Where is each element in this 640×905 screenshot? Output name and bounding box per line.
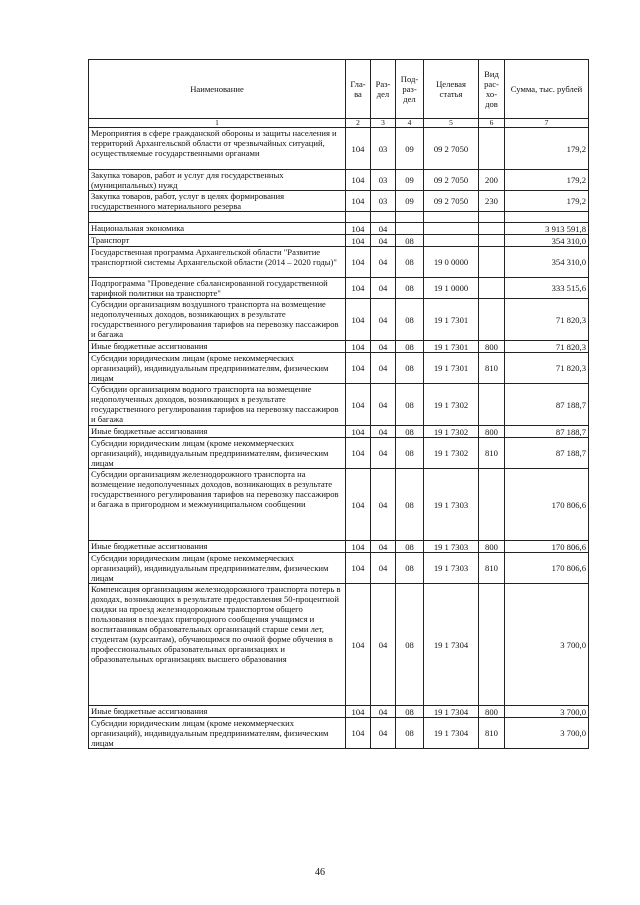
header-amount: Сумма, тыс. рублей [505,60,589,119]
header-name: Наименование [89,60,346,119]
cell-section: 03 [371,191,396,212]
cell-amount: 354 310,0 [505,247,589,278]
cell-section [371,212,396,223]
cell-amount: 87 188,7 [505,384,589,426]
cell-chapter: 104 [346,584,371,706]
cell-name: Субсидии юридическим лицам (кроме некоммерческих организаций), индивидуальным предпринимателям, физическим лицам [89,553,346,584]
cell-section: 03 [371,170,396,191]
cell-chapter: 104 [346,426,371,438]
cell-kind [479,384,505,426]
column-number-row [89,119,589,128]
cell-section: 03 [371,128,396,170]
cell-section: 04 [371,541,396,553]
cell-name: Иные бюджетные ассигнования [89,341,346,353]
cell-kind [479,278,505,299]
cell-name: Субсидии юридическим лицам (кроме некоммерческих организаций), индивидуальным предпринимателям, физическим лицам [89,353,346,384]
header-row [89,60,589,119]
header-target: Целевая статья [424,60,479,119]
cell-target: 19 0 0000 [424,247,479,278]
cell-subsection: 08 [396,353,424,384]
cell-section: 04 [371,553,396,584]
cell-amount: 3 700,0 [505,584,589,706]
cell-kind: 810 [479,553,505,584]
cell-subsection: 08 [396,438,424,469]
cell-chapter: 104 [346,191,371,212]
cell-name: Мероприятия в сфере гражданской обороны и защиты населения и территорий Архангельской области от чрезвычайных ситуаций, осуществляемые государственными органами [89,128,346,170]
cell-section: 04 [371,278,396,299]
cell-amount: 179,2 [505,128,589,170]
cell-subsection: 08 [396,718,424,749]
cell-target: 09 2 7050 [424,128,479,170]
cell-chapter: 104 [346,469,371,541]
cell-target: 19 1 7301 [424,341,479,353]
table-row [89,247,589,278]
cell-target: 19 1 7302 [424,426,479,438]
cell-kind [479,223,505,235]
cell-subsection: 08 [396,384,424,426]
cell-target: 19 1 7302 [424,438,479,469]
cell-chapter [346,212,371,223]
table-row [89,584,589,706]
cell-subsection: 08 [396,247,424,278]
cell-subsection: 08 [396,706,424,718]
column-number: 3 [371,119,396,128]
header-chapter: Гла-ва [346,60,371,119]
cell-amount: 3 700,0 [505,718,589,749]
cell-name: Закупка товаров, работ и услуг для государственных (муниципальных) нужд [89,170,346,191]
cell-section: 04 [371,426,396,438]
cell-amount: 87 188,7 [505,426,589,438]
table-row [89,553,589,584]
cell-target: 19 1 7302 [424,384,479,426]
cell-kind [479,299,505,341]
spacer-row [89,212,589,223]
table-row [89,718,589,749]
header-subsection: Под-раз-дел [396,60,424,119]
cell-target: 19 1 7304 [424,718,479,749]
cell-kind [479,469,505,541]
cell-kind: 810 [479,718,505,749]
cell-amount: 333 515,6 [505,278,589,299]
table-row [89,384,589,426]
cell-amount: 71 820,3 [505,353,589,384]
cell-kind [479,212,505,223]
cell-target [424,235,479,247]
cell-name [89,212,346,223]
cell-subsection: 08 [396,341,424,353]
table-row [89,438,589,469]
cell-section: 04 [371,299,396,341]
cell-amount: 3 913 591,8 [505,223,589,235]
cell-section: 04 [371,353,396,384]
cell-section: 04 [371,706,396,718]
column-number: 5 [424,119,479,128]
cell-kind [479,247,505,278]
cell-amount: 179,2 [505,170,589,191]
cell-chapter: 104 [346,278,371,299]
cell-name: Иные бюджетные ассигнования [89,426,346,438]
cell-name: Субсидии организациям воздушного транспорта на возмещение недополученных доходов, возникающих в результате государственного регулирования тарифов на перевозку пассажиров и багажа [89,299,346,341]
cell-name: Субсидии организациям водного транспорта на возмещение недополученных доходов, возникающих в результате государственного регулирования тарифов на перевозку пассажиров и багажа [89,384,346,426]
cell-section: 04 [371,469,396,541]
table-body [89,128,589,749]
table-row [89,706,589,718]
cell-chapter: 104 [346,223,371,235]
cell-amount: 170 806,6 [505,469,589,541]
cell-kind: 810 [479,353,505,384]
cell-kind [479,128,505,170]
cell-subsection: 08 [396,469,424,541]
table-row [89,191,589,212]
cell-section: 04 [371,235,396,247]
column-number: 7 [505,119,589,128]
cell-section: 04 [371,384,396,426]
cell-chapter: 104 [346,128,371,170]
cell-section: 04 [371,341,396,353]
budget-table [88,59,589,749]
cell-target: 19 1 7303 [424,553,479,584]
cell-chapter: 104 [346,247,371,278]
cell-kind [479,235,505,247]
cell-amount: 179,2 [505,191,589,212]
cell-subsection: 08 [396,278,424,299]
table-row [89,299,589,341]
cell-amount: 3 700,0 [505,706,589,718]
cell-target: 09 2 7050 [424,170,479,191]
cell-chapter: 104 [346,299,371,341]
cell-amount: 87 188,7 [505,438,589,469]
cell-kind [479,584,505,706]
cell-subsection [396,212,424,223]
table-row [89,235,589,247]
cell-subsection: 08 [396,426,424,438]
cell-chapter: 104 [346,706,371,718]
table-row [89,341,589,353]
cell-name: Подпрограмма "Проведение сбалансированной государственной тарифной политики на транспорте" [89,278,346,299]
table-row [89,426,589,438]
cell-target [424,212,479,223]
cell-section: 04 [371,718,396,749]
table-row [89,223,589,235]
cell-amount [505,212,589,223]
cell-subsection: 09 [396,191,424,212]
cell-chapter: 104 [346,553,371,584]
cell-target: 09 2 7050 [424,191,479,212]
cell-name: Компенсация организациям железнодорожного транспорта потерь в доходах, возникающих в результате предоставления 50-процентной скидки на проезд железнодорожным транспортом общего пользования в поездах пригородного сообщения учащимся и воспитанникам образовательных организаций старше семи лет, студентам (курсантам), обучающимся по очной форме обучения в профессиональных образовательных организациях и образовательных организациях высшего образования [89,584,346,706]
cell-kind: 800 [479,341,505,353]
cell-name: Закупка товаров, работ, услуг в целях формирования государственного материального резерва [89,191,346,212]
cell-chapter: 104 [346,341,371,353]
cell-subsection: 08 [396,541,424,553]
cell-kind: 230 [479,191,505,212]
cell-name: Иные бюджетные ассигнования [89,706,346,718]
table-row [89,128,589,170]
table-row [89,469,589,541]
header-kind: Вид рас-хо-дов [479,60,505,119]
cell-amount: 170 806,6 [505,553,589,584]
cell-name: Субсидии организациям железнодорожного транспорта на возмещение недополученных доходов, возникающих в результате государственного регулирования тарифов на перевозку пассажиров и багажа в пригородном и межмуниципальном сообщении [89,469,346,541]
cell-chapter: 104 [346,235,371,247]
cell-amount: 354 310,0 [505,235,589,247]
cell-amount: 71 820,3 [505,341,589,353]
cell-name: Иные бюджетные ассигнования [89,541,346,553]
cell-name: Субсидии юридическим лицам (кроме некоммерческих организаций), индивидуальным предпринимателям, физическим лицам [89,438,346,469]
cell-chapter: 104 [346,541,371,553]
cell-section: 04 [371,223,396,235]
cell-name: Транспорт [89,235,346,247]
cell-name: Субсидии юридическим лицам (кроме некоммерческих организаций), индивидуальным предпринимателям, физическим лицам [89,718,346,749]
cell-name: Национальная экономика [89,223,346,235]
cell-subsection: 08 [396,584,424,706]
cell-chapter: 104 [346,170,371,191]
cell-target: 19 1 7304 [424,706,479,718]
column-number: 4 [396,119,424,128]
cell-chapter: 104 [346,384,371,426]
cell-subsection: 09 [396,170,424,191]
cell-kind: 800 [479,426,505,438]
cell-subsection: 08 [396,235,424,247]
cell-section: 04 [371,584,396,706]
cell-name: Государственная программа Архангельской области "Развитие транспортной системы Архангельской области (2014 – 2020 годы)" [89,247,346,278]
cell-kind: 810 [479,438,505,469]
cell-section: 04 [371,247,396,278]
cell-chapter: 104 [346,353,371,384]
cell-kind: 200 [479,170,505,191]
cell-kind: 800 [479,706,505,718]
cell-section: 04 [371,438,396,469]
cell-subsection: 08 [396,299,424,341]
table-row [89,278,589,299]
table-row [89,170,589,191]
cell-chapter: 104 [346,718,371,749]
column-number: 2 [346,119,371,128]
cell-amount: 170 806,6 [505,541,589,553]
cell-target: 19 1 7301 [424,353,479,384]
cell-target: 19 1 7303 [424,541,479,553]
cell-target: 19 1 0000 [424,278,479,299]
cell-subsection [396,223,424,235]
cell-target: 19 1 7304 [424,584,479,706]
cell-amount: 71 820,3 [505,299,589,341]
cell-subsection: 09 [396,128,424,170]
cell-subsection: 08 [396,553,424,584]
cell-chapter: 104 [346,438,371,469]
column-number: 1 [89,119,346,128]
cell-target [424,223,479,235]
cell-target: 19 1 7301 [424,299,479,341]
header-section: Раз-дел [371,60,396,119]
table-row [89,353,589,384]
page-number: 46 [315,867,325,878]
table-row [89,541,589,553]
cell-kind: 800 [479,541,505,553]
cell-target: 19 1 7303 [424,469,479,541]
column-number: 6 [479,119,505,128]
